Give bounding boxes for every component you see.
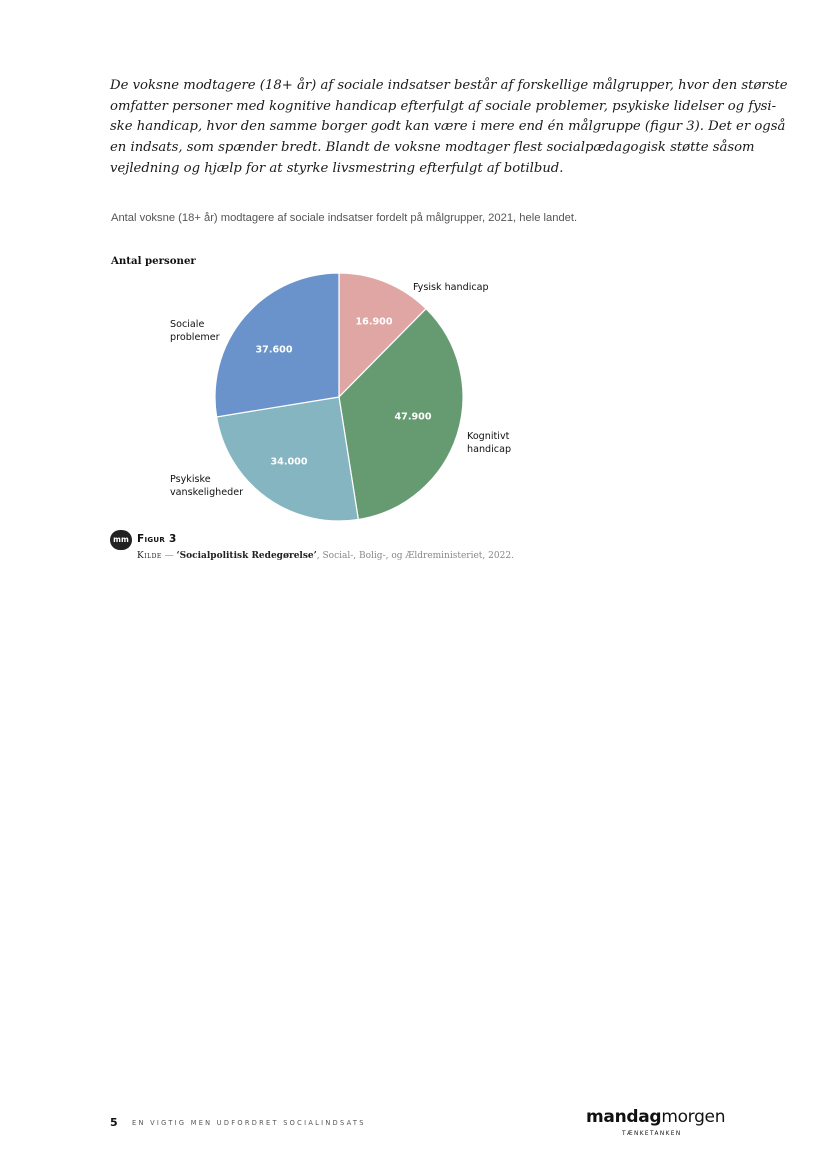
mandag-morgen-logo	[586, 1107, 725, 1127]
source-rest: , Social-, Bolig-, og Ældreministeriet, 2022.	[316, 551, 514, 561]
logo-subtitle: TÆNKETANKEN	[622, 1131, 682, 1137]
page-number: 5	[110, 1116, 118, 1129]
value-label-psykiske-vanskeligheder: 34.000	[270, 456, 308, 468]
mandag-morgen-badge-icon: mm	[110, 530, 132, 550]
value-label-kognitivt-handicap: 47.900	[394, 411, 432, 423]
intro-line: ske handicap, hvor den samme borger godt kan være i mere end én målgruppe (figur 3). Det er også	[110, 119, 786, 135]
logo-regular: morgen	[661, 1107, 726, 1127]
legend-label-sociale-problemer: Sociale problemer	[170, 319, 220, 343]
source-dash: —	[161, 551, 177, 561]
figure-caption: Antal voksne (18+ år) modtagere af sociale indsatser fordelt på målgrupper, 2021, hele landet.	[111, 212, 578, 224]
legend-label-psykiske-vanskeligheder: Psykiske vanskeligheder	[170, 474, 244, 498]
intro-line: en indsats, som spænder bredt. Blandt de voksne modtager flest socialpædagogisk støtte såsom	[110, 140, 755, 156]
value-label-fysisk-handicap: 16.900	[355, 316, 393, 328]
source-keyword: Kilde	[137, 551, 162, 561]
legend-label-kognitivt-handicap: Kognitivt handicap	[467, 431, 512, 455]
running-title: EN VIGTIG MEN UDFORDRET SOCIALINDSATS	[132, 1119, 366, 1127]
intro-line: De voksne modtagere (18+ år) af sociale indsatser består af forskellige målgrupper, hvor den største	[110, 78, 788, 93]
intro-line: omfatter personer med kognitive handicap efterfulgt af sociale problemer, psykiske lidelser og fysi-	[110, 98, 777, 114]
unit-label: Antal personer	[111, 255, 196, 267]
legend-label-fysisk-handicap: Fysisk handicap	[413, 282, 489, 293]
intro-line: vejledning og hjælp for at styrke livsmestring efterfulgt af botilbud.	[110, 160, 564, 176]
figure-number: Figur 3	[137, 533, 177, 545]
source-title: ‘Socialpolitisk Redegørelse’	[176, 551, 317, 561]
figure-source	[137, 551, 514, 561]
value-label-sociale-problemer: 37.600	[255, 344, 293, 356]
logo-bold: mandag	[586, 1107, 662, 1127]
